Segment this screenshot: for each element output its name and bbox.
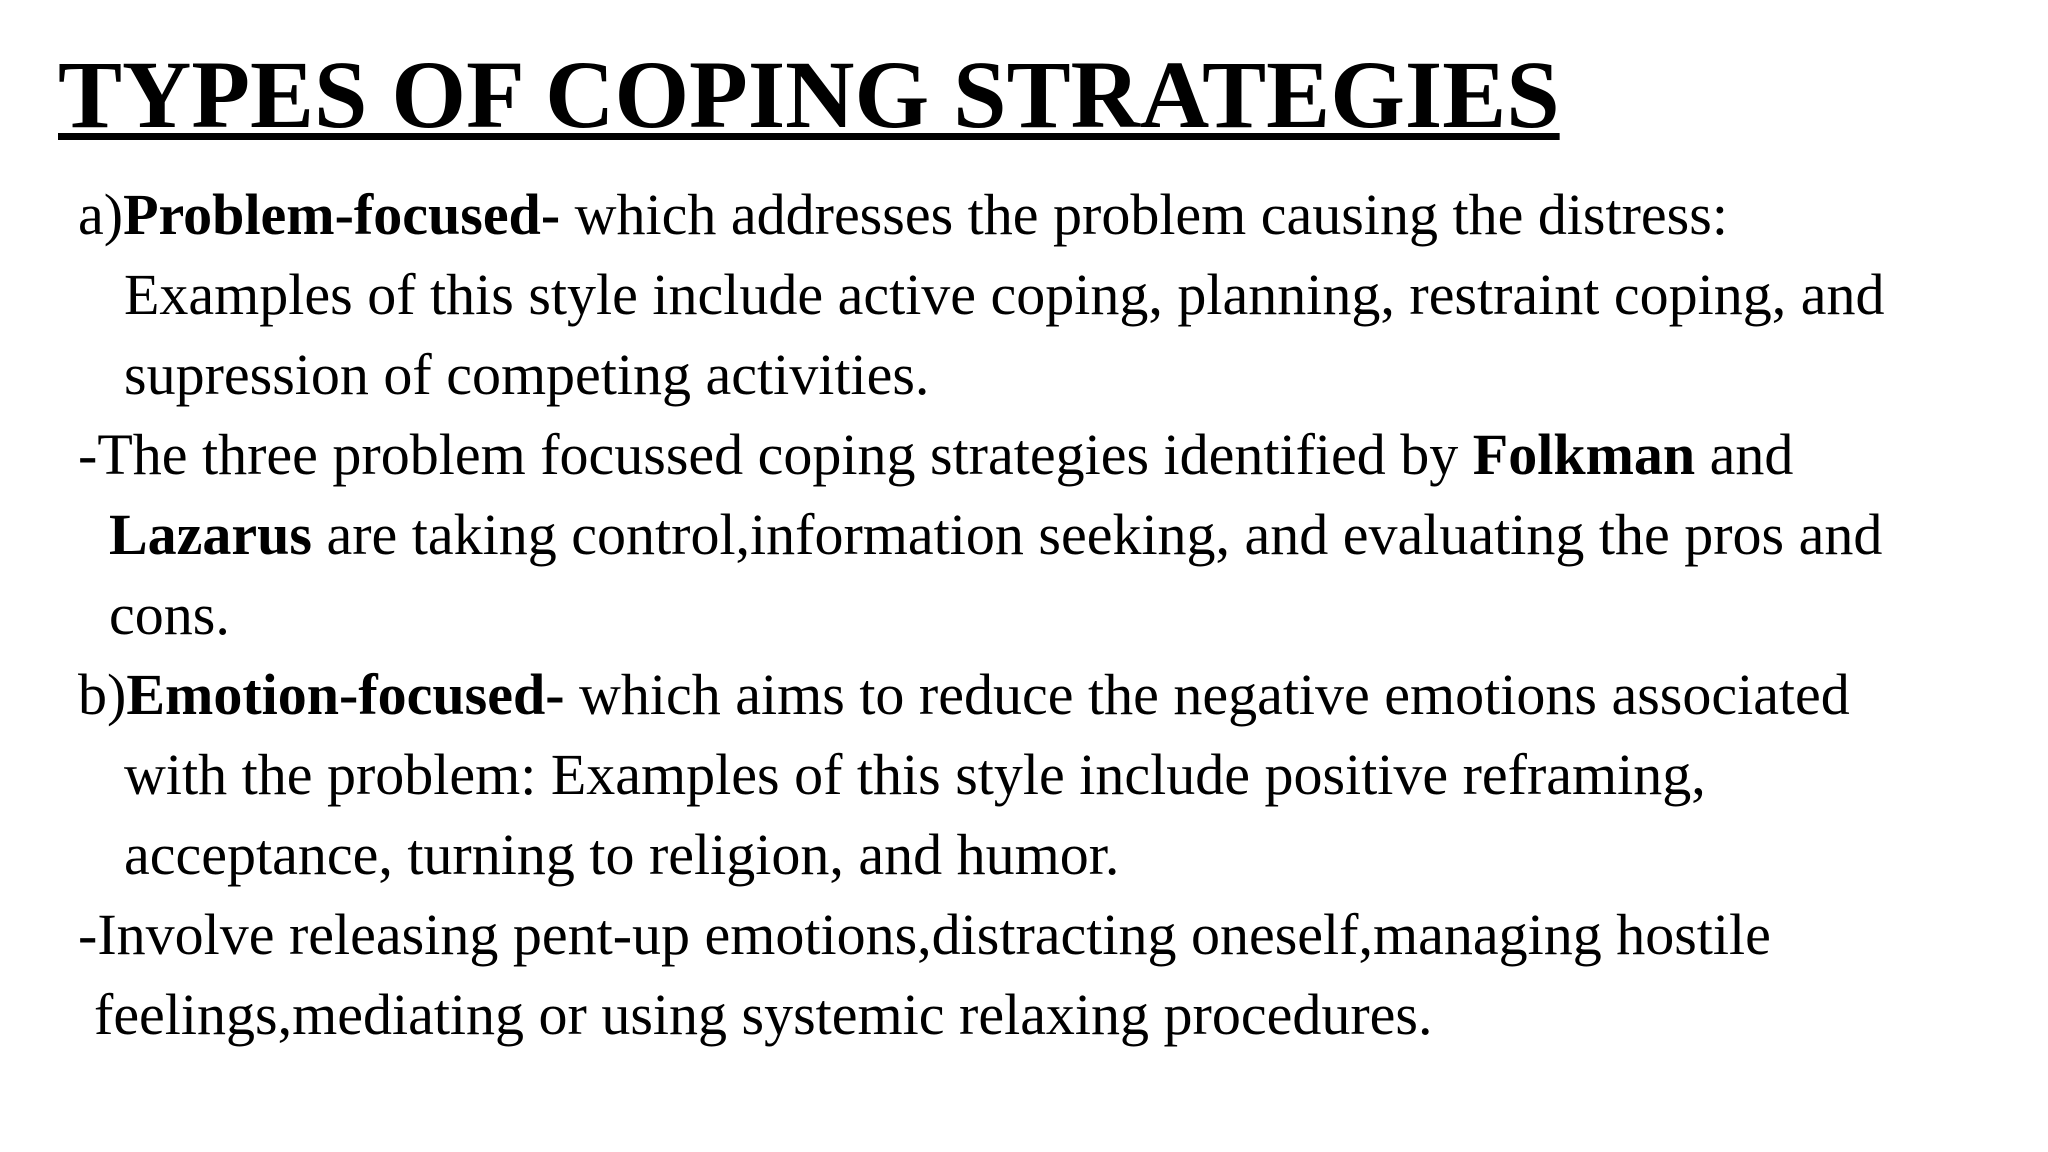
problem-focused-line-3: supression of competing activities. [124,342,930,407]
emotion-note-line-2: feelings,mediating or using systemic relaxing procedures. [94,982,1433,1047]
emotion-note-line-1: -Involve releasing pent-up emotions,distracting oneself,managing hostile [78,902,1771,967]
emotion-focused-line-2: with the problem: Examples of this style include positive reframing, [124,742,1706,807]
emotion-focused-definition: which aims to reduce the negative emotions associated [564,662,1850,727]
folkman-lazarus-intro: -The three problem focussed coping strategies identified by [78,422,1473,487]
emotion-focused-marker: b) [78,662,127,727]
author-lazarus: Lazarus [109,502,312,567]
emotion-focused-line-1 [78,662,1850,727]
problem-focused-definition: which addresses the problem causing the distress: [560,182,1728,247]
emotion-focused-line-3: acceptance, turning to religion, and humor. [124,822,1120,887]
folkman-lazarus-line-3: cons. [109,582,230,647]
folkman-lazarus-line-1 [78,422,1794,487]
folkman-lazarus-and: and [1695,422,1794,487]
folkman-lazarus-line-2 [109,502,1883,567]
emotion-focused-term: Emotion-focused- [126,662,565,727]
problem-focused-marker: a) [78,182,124,247]
slide-title: TYPES OF COPING STRATEGIES [58,41,1560,148]
folkman-lazarus-strategies: are taking control,information seeking, and evaluating the pros and [312,502,1883,567]
problem-focused-line-2: Examples of this style include active coping, planning, restraint coping, and [124,262,1885,327]
problem-focused-line-1 [78,182,1728,247]
problem-focused-term: Problem-focused- [123,182,561,247]
author-folkman: Folkman [1472,422,1696,487]
